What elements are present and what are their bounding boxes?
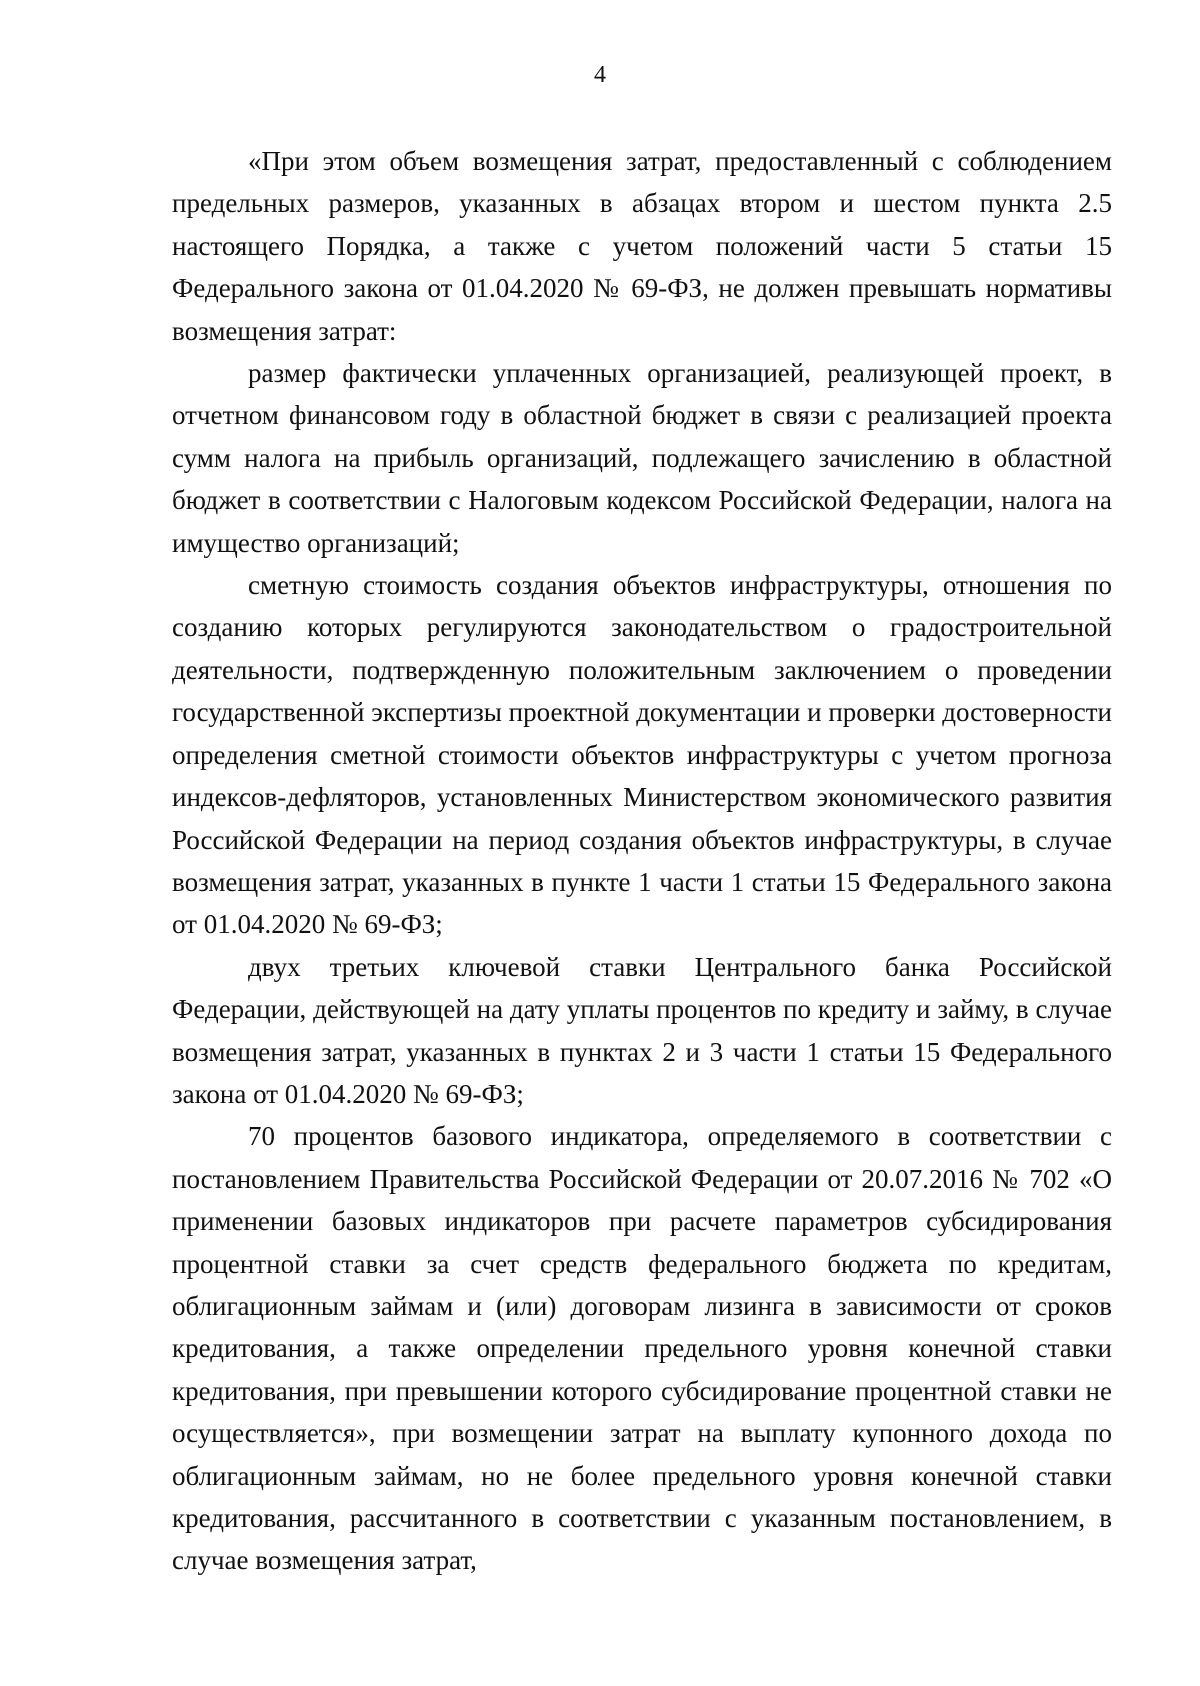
page-number: 4: [594, 62, 606, 88]
paragraph-key-rate: двух третьих ключевой ставки Центрального банка Российской Федерации, действующей на дату уплаты процентов по кредиту и займу, в случае возмещения затрат, указанных в пунктах 2 и 3 части 1 статьи 15 Федерального закона от 01.04.2020 № 69-ФЗ;: [172, 951, 1112, 1109]
document-body: [172, 140, 1112, 1582]
paragraph-infrastructure-cost: сметную стоимость создания объектов инфраструктуры, отношения по созданию которых регулируются законодательством о градостроительной деятельности, подтвержденную положительным заключением о проведении государственной экспертизы проектной документации и проверки достоверности определения сметной стоимости объектов инфраструктуры с учетом прогноза индексов-дефляторов, установленных Министерством экономического развития Российской Федерации на период создания объектов инфраструктуры, в случае возмещения затрат, указанных в пункте 1 части 1 статьи 15 Федерального закона от 01.04.2020 № 69-ФЗ;: [172, 570, 1112, 940]
paragraph-paid-taxes: размер фактически уплаченных организацией, реализующей проект, в отчетном финансовом году в областной бюджет в связи с реализацией проекта сумм налога на прибыль организаций, подлежащего зачислению в областной бюджет в соответствии с Налоговым кодексом Российской Федерации, налога на имущество организаций;: [172, 358, 1112, 558]
paragraph-base-indicator: 70 процентов базового индикатора, определяемого в соответствии с постановлением Правительства Российской Федерации от 20.07.2016 № 702 «О применении базовых индикаторов при расчете параметров субсидирования процентной ставки за счет средств федерального бюджета по кредитам, облигационным займам и (или) договорам лизинга в зависимости от сроков кредитования, а также определении предельного уровня конечной ставки кредитования, при превышении которого субсидирование процентной ставки не осуществляется», при возмещении затрат на выплату купонного дохода по облигационным займам, но не более предельного уровня конечной ставки кредитования, рассчитанного в соответствии с указанным постановлением, в случае возмещения затрат,: [172, 1121, 1112, 1576]
paragraph-cost-reimbursement-limits: «При этом объем возмещения затрат, предоставленный с соблюдением предельных размеров, указанных в абзацах втором и шестом пункта 2.5 настоящего Порядка, а также с учетом положений части 5 статьи 15 Федерального закона от 01.04.2020 № 69-ФЗ, не должен превышать нормативы возмещения затрат:: [172, 146, 1112, 346]
